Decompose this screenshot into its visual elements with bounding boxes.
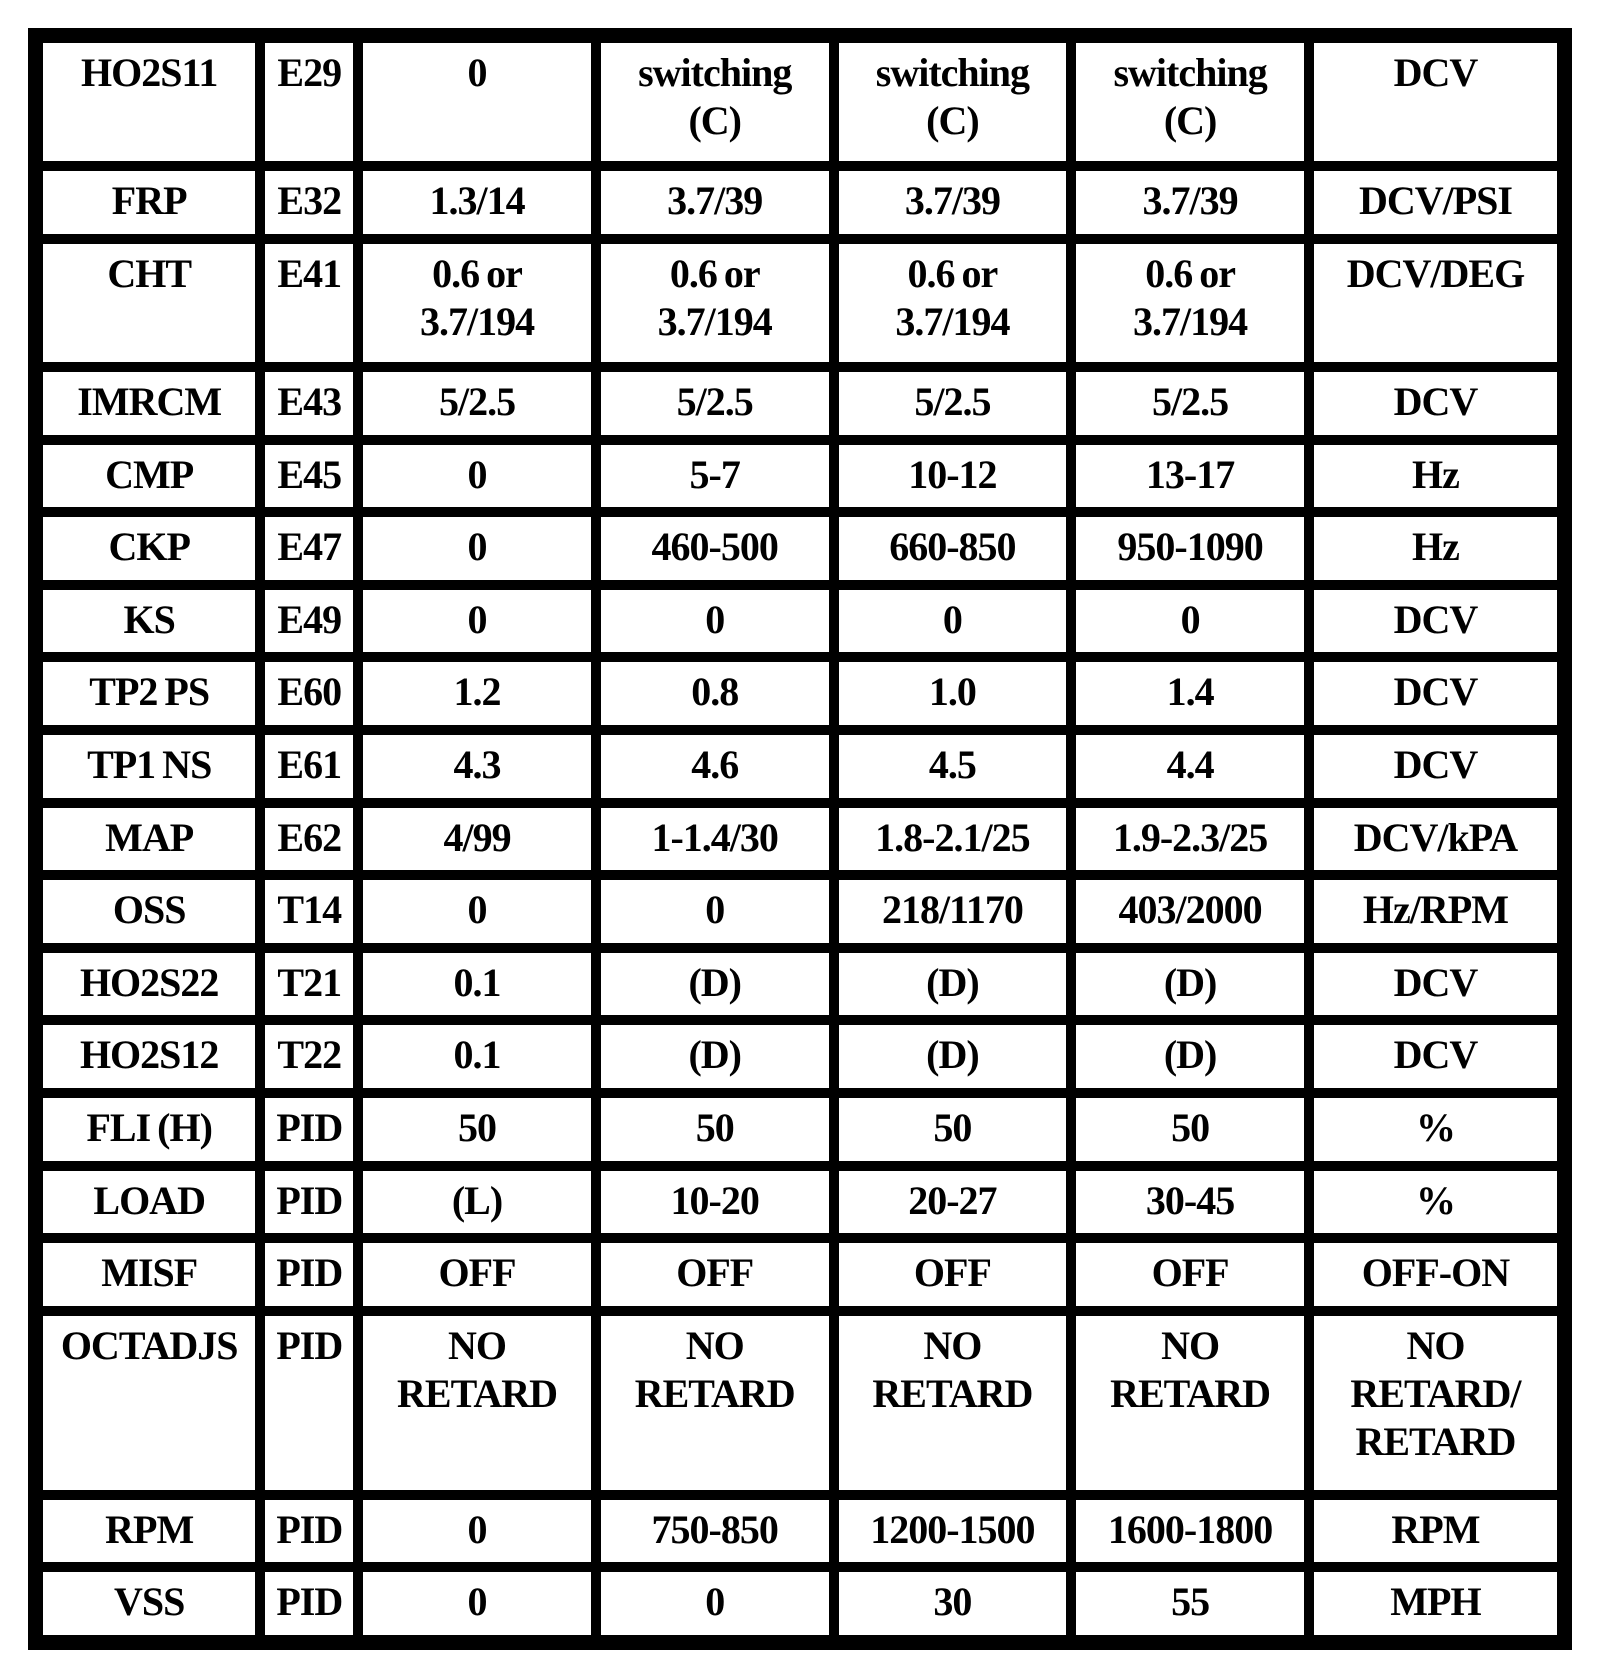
table-cell-value: (D) [601,1025,829,1088]
table-cell-value: 0.6 or 3.7/194 [601,244,829,362]
table-cell-signal: OSS [43,880,255,943]
table-cell-value: 50 [1076,1098,1304,1161]
table-cell-value: (D) [839,1025,1067,1088]
pid-reference-table [33,33,1567,1645]
table-cell-pin: E29 [265,43,353,161]
table-cell-value: 0 [363,517,591,580]
table-cell-value: switching (C) [601,43,829,161]
table-cell-pin: E43 [265,372,353,435]
table-cell-value: 0.1 [363,1025,591,1088]
table-cell-value: 1.2 [363,662,591,725]
table-cell-value: OFF [839,1243,1067,1306]
table-cell-unit: MPH [1314,1572,1557,1635]
table-cell-unit: DCV/DEG [1314,244,1557,362]
table-cell-signal: MAP [43,808,255,871]
table-row [43,171,1557,234]
table-cell-value: 50 [363,1098,591,1161]
table-cell-pin: PID [265,1243,353,1306]
table-cell-value: OFF [601,1243,829,1306]
table-cell-value: 4.5 [839,735,1067,798]
table-cell-value: 1.0 [839,662,1067,725]
table-cell-value: 1600-1800 [1076,1500,1304,1563]
table-cell-value: 0.6 or 3.7/194 [1076,244,1304,362]
table-cell-pin: E45 [265,445,353,508]
table-cell-value: 30-45 [1076,1171,1304,1234]
table-cell-pin: T22 [265,1025,353,1088]
table-cell-unit: DCV [1314,372,1557,435]
table-cell-value: 30 [839,1572,1067,1635]
table-cell-unit: OFF-ON [1314,1243,1557,1306]
table-cell-value: 0 [363,43,591,161]
table-cell-value: OFF [363,1243,591,1306]
table-cell-value: 0 [601,1572,829,1635]
table-cell-value: 1-1.4/30 [601,808,829,871]
table-cell-unit: DCV/kPA [1314,808,1557,871]
table-cell-value: 20-27 [839,1171,1067,1234]
table-cell-value: 0 [363,880,591,943]
table-cell-value: 3.7/39 [839,171,1067,234]
table-cell-pin: PID [265,1500,353,1563]
table-cell-value: NO RETARD [839,1316,1067,1490]
table-cell-pin: E49 [265,590,353,653]
table-cell-value: 750-850 [601,1500,829,1563]
table-cell-value: 218/1170 [839,880,1067,943]
table-cell-value: 4.3 [363,735,591,798]
table-cell-value: 5/2.5 [839,372,1067,435]
table-cell-value: 1200-1500 [839,1500,1067,1563]
table-row [43,372,1557,435]
table-cell-pin: E47 [265,517,353,580]
table-cell-value: 55 [1076,1572,1304,1635]
table-cell-value: NO RETARD [601,1316,829,1490]
table-cell-signal: CMP [43,445,255,508]
table-row [43,808,1557,871]
table-cell-value: 3.7/39 [601,171,829,234]
table-cell-unit: DCV [1314,735,1557,798]
table-cell-unit: NO RETARD/ RETARD [1314,1316,1557,1490]
table-row [43,1243,1557,1306]
table-cell-pin: PID [265,1316,353,1490]
table-cell-value: 0 [601,880,829,943]
table-cell-unit: RPM [1314,1500,1557,1563]
table-row [43,953,1557,1016]
table-cell-unit: DCV [1314,590,1557,653]
table-cell-value: OFF [1076,1243,1304,1306]
table-row [43,43,1557,161]
table-cell-value: 4.4 [1076,735,1304,798]
table-row [43,1572,1557,1635]
table-cell-pin: E60 [265,662,353,725]
table-row [43,1171,1557,1234]
table-cell-signal: OCTADJS [43,1316,255,1490]
table-row [43,445,1557,508]
table-cell-unit: Hz [1314,517,1557,580]
table-cell-value: switching (C) [1076,43,1304,161]
table-cell-signal: HO2S11 [43,43,255,161]
table-cell-value: 5/2.5 [363,372,591,435]
table-row [43,244,1557,362]
table-cell-value: 0.6 or 3.7/194 [363,244,591,362]
table-cell-value: 0 [839,590,1067,653]
table-cell-signal: CHT [43,244,255,362]
table-cell-pin: T21 [265,953,353,1016]
table-row [43,1500,1557,1563]
table-row [43,735,1557,798]
table-cell-pin: E61 [265,735,353,798]
table-row [43,517,1557,580]
table-cell-unit: DCV [1314,662,1557,725]
table-cell-value: (D) [1076,953,1304,1016]
table-cell-value: 4/99 [363,808,591,871]
table-cell-pin: T14 [265,880,353,943]
table-cell-value: (D) [839,953,1067,1016]
table-cell-value: (D) [1076,1025,1304,1088]
table-cell-signal: TP2 PS [43,662,255,725]
table-row [43,590,1557,653]
table-row [43,662,1557,725]
table-cell-value: 0 [1076,590,1304,653]
table-cell-value: (D) [601,953,829,1016]
table-cell-signal: TP1 NS [43,735,255,798]
table-cell-value: 0 [601,590,829,653]
table-cell-value: 10-12 [839,445,1067,508]
table-cell-unit: DCV [1314,1025,1557,1088]
table-cell-pin: E41 [265,244,353,362]
table-cell-signal: FLI (H) [43,1098,255,1161]
table-cell-signal: HO2S22 [43,953,255,1016]
table-cell-value: 10-20 [601,1171,829,1234]
table-cell-value: 5/2.5 [1076,372,1304,435]
table-cell-value: 0 [363,445,591,508]
table-cell-signal: VSS [43,1572,255,1635]
table-cell-value: 1.3/14 [363,171,591,234]
table-cell-value: 5/2.5 [601,372,829,435]
table-cell-value: 0 [363,1500,591,1563]
table-cell-value: (L) [363,1171,591,1234]
table-cell-pin: E62 [265,808,353,871]
table-cell-value: switching (C) [839,43,1067,161]
table-cell-value: 1.4 [1076,662,1304,725]
table-cell-value: 5-7 [601,445,829,508]
table-cell-value: 0 [363,590,591,653]
table-cell-unit: % [1314,1098,1557,1161]
table-cell-pin: PID [265,1572,353,1635]
table-cell-pin: E32 [265,171,353,234]
table-cell-value: 950-1090 [1076,517,1304,580]
table-cell-value: 0.1 [363,953,591,1016]
table-row [43,880,1557,943]
table-cell-unit: % [1314,1171,1557,1234]
table-cell-value: 50 [839,1098,1067,1161]
table-cell-signal: HO2S12 [43,1025,255,1088]
table-cell-pin: PID [265,1171,353,1234]
table-cell-signal: IMRCM [43,372,255,435]
table-cell-value: 460-500 [601,517,829,580]
table-cell-value: 4.6 [601,735,829,798]
table-cell-value: 1.8-2.1/25 [839,808,1067,871]
table-cell-unit: DCV [1314,43,1557,161]
table-cell-value: 3.7/39 [1076,171,1304,234]
table-cell-unit: DCV [1314,953,1557,1016]
table-row [43,1098,1557,1161]
table-cell-value: 0 [363,1572,591,1635]
table-cell-value: 0.6 or 3.7/194 [839,244,1067,362]
table-frame [28,28,1572,1650]
table-cell-value: NO RETARD [1076,1316,1304,1490]
table-cell-signal: KS [43,590,255,653]
table-cell-signal: LOAD [43,1171,255,1234]
table-cell-value: 660-850 [839,517,1067,580]
table-cell-signal: RPM [43,1500,255,1563]
table-cell-signal: MISF [43,1243,255,1306]
table-cell-unit: Hz/RPM [1314,880,1557,943]
table-cell-value: 50 [601,1098,829,1161]
table-cell-value: 1.9-2.3/25 [1076,808,1304,871]
table-cell-value: 0.8 [601,662,829,725]
table-cell-signal: FRP [43,171,255,234]
table-row [43,1025,1557,1088]
table-cell-value: 13-17 [1076,445,1304,508]
table-cell-unit: DCV/PSI [1314,171,1557,234]
table-cell-pin: PID [265,1098,353,1161]
table-cell-unit: Hz [1314,445,1557,508]
table-cell-value: 403/2000 [1076,880,1304,943]
table-row [43,1316,1557,1490]
table-cell-signal: CKP [43,517,255,580]
table-cell-value: NO RETARD [363,1316,591,1490]
